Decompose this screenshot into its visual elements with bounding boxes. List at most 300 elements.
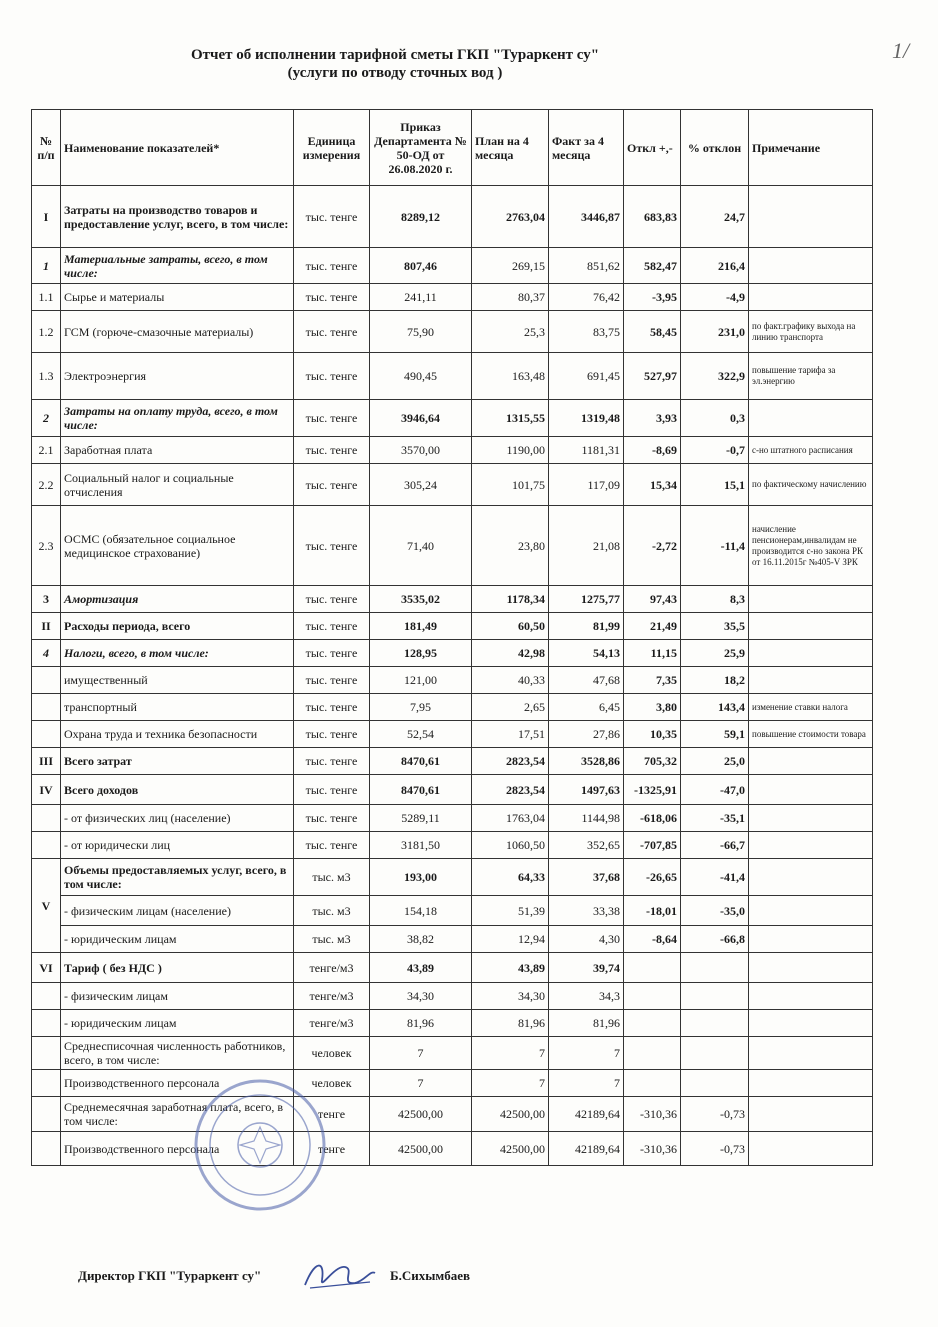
cell-plan: 101,75 [472,464,549,506]
cell-note: повышение стоимости товара [749,721,873,748]
cell-num: 3 [32,586,61,613]
cell-note [749,1037,873,1070]
cell-note [749,1132,873,1166]
cell-note [749,859,873,896]
title-line-2: (услуги по отводу сточных вод ) [287,65,503,81]
cell-deviation: -707,85 [624,832,681,859]
cell-deviation [624,1037,681,1070]
cell-num: II [32,613,61,640]
cell-num: V [32,859,61,953]
cell-note: по факт.графику выхода на линию транспорта [749,311,873,353]
cell-fact: 7 [549,1037,624,1070]
cell-percent [681,1037,749,1070]
cell-num: III [32,748,61,775]
cell-fact: 81,96 [549,1010,624,1037]
cell-plan: 42500,00 [472,1097,549,1132]
cell-note: повышение тарифа за эл.энергию [749,353,873,400]
table-row [32,586,873,613]
cell-deviation [624,953,681,983]
cell-note: изменение ставки налога [749,694,873,721]
cell-plan: 60,50 [472,613,549,640]
cell-name: Всего затрат [61,748,294,775]
cell-name: - физическим лицам [61,983,294,1010]
cell-order: 3535,02 [370,586,472,613]
cell-note [749,983,873,1010]
director-label: Директор ГКП "Тураркент су" [78,1268,262,1283]
cell-note [749,248,873,284]
table-row [32,464,873,506]
cell-percent: 0,3 [681,400,749,437]
cell-fact: 81,99 [549,613,624,640]
cell-fact: 1319,48 [549,400,624,437]
cell-num: VI [32,953,61,983]
cell-order: 7,95 [370,694,472,721]
cell-plan: 80,37 [472,284,549,311]
cell-deviation: -2,72 [624,506,681,586]
cell-deviation: 15,34 [624,464,681,506]
cell-num [32,805,61,832]
cell-name: Объемы предоставляемых услуг, всего, в том числе: [61,859,294,896]
cell-percent: -0,7 [681,437,749,464]
cell-deviation: 683,83 [624,186,681,248]
handwritten-signature [300,1255,380,1295]
cell-name: Среднемесячная заработная плата, всего, в том числе: [61,1097,294,1132]
table-row [32,667,873,694]
footer [78,1268,471,1284]
cell-plan: 81,96 [472,1010,549,1037]
cell-plan: 163,48 [472,353,549,400]
cell-plan: 25,3 [472,311,549,353]
cell-note [749,400,873,437]
cell-num: 1.3 [32,353,61,400]
cell-fact: 39,74 [549,953,624,983]
cell-plan: 7 [472,1070,549,1097]
cell-percent: -47,0 [681,775,749,805]
cell-note [749,896,873,926]
cell-name: Налоги, всего, в том числе: [61,640,294,667]
cell-deviation: 3,80 [624,694,681,721]
cell-note [749,953,873,983]
cell-note: начисление пенсионерам,инвалидам не производится с-но закона РК от 16.11.2015г №405-V ЗРК [749,506,873,586]
cell-unit: человек [294,1037,370,1070]
cell-num [32,694,61,721]
cell-num: 2.1 [32,437,61,464]
cell-order: 3181,50 [370,832,472,859]
table-row [32,186,873,248]
cell-plan: 1060,50 [472,832,549,859]
cell-deviation [624,983,681,1010]
cell-name: Заработная плата [61,437,294,464]
cell-order: 154,18 [370,896,472,926]
cell-unit: человек [294,1070,370,1097]
cell-order: 241,11 [370,284,472,311]
cell-num [32,983,61,1010]
cell-order: 121,00 [370,667,472,694]
cell-order: 7 [370,1070,472,1097]
cell-fact: 42189,64 [549,1132,624,1166]
cell-deviation: -310,36 [624,1132,681,1166]
cell-order: 42500,00 [370,1132,472,1166]
cell-unit: тенге/м3 [294,953,370,983]
table-row [32,983,873,1010]
cell-deviation: 705,32 [624,748,681,775]
table-row [32,805,873,832]
cell-percent: -0,73 [681,1097,749,1132]
cell-name: Охрана труда и техника безопасности [61,721,294,748]
cell-plan: 2823,54 [472,775,549,805]
table-row [32,896,873,926]
cell-note [749,805,873,832]
table-row [32,694,873,721]
cell-order: 8289,12 [370,186,472,248]
cell-name: Электроэнергия [61,353,294,400]
cell-percent: 25,0 [681,748,749,775]
cell-name: имущественный [61,667,294,694]
cell-fact: 34,3 [549,983,624,1010]
table-row [32,437,873,464]
cell-deviation [624,1070,681,1097]
cell-name: Затраты на оплату труда, всего, в том числе: [61,400,294,437]
cell-percent: 143,4 [681,694,749,721]
cell-unit: тыс. тенге [294,506,370,586]
cell-name: Затраты на производство товаров и предоставление услуг, всего, в том числе: [61,186,294,248]
cell-num [32,721,61,748]
cell-num: 1.2 [32,311,61,353]
cell-fact: 1275,77 [549,586,624,613]
cell-unit: тыс. тенге [294,186,370,248]
cell-order: 75,90 [370,311,472,353]
cell-name: - от юридически лиц [61,832,294,859]
cell-order: 38,82 [370,926,472,953]
cell-order: 490,45 [370,353,472,400]
cell-num: 2 [32,400,61,437]
cell-deviation: 582,47 [624,248,681,284]
header-row [32,110,873,186]
header-num: № п/п [32,110,61,186]
cell-name: Материальные затраты, всего, в том числе: [61,248,294,284]
cell-plan: 43,89 [472,953,549,983]
table-row [32,748,873,775]
cell-num [32,1070,61,1097]
cell-percent: -0,73 [681,1132,749,1166]
cell-order: 8470,61 [370,775,472,805]
cell-plan: 51,39 [472,896,549,926]
cell-num [32,1037,61,1070]
cell-fact: 3528,86 [549,748,624,775]
table-row [32,284,873,311]
cell-percent: 231,0 [681,311,749,353]
table-row [32,1037,873,1070]
cell-num [32,667,61,694]
cell-deviation: 3,93 [624,400,681,437]
cell-note [749,586,873,613]
cell-order: 305,24 [370,464,472,506]
cell-fact: 33,38 [549,896,624,926]
cell-fact: 3446,87 [549,186,624,248]
cell-deviation: -8,69 [624,437,681,464]
cell-note: с-но штатного расписания [749,437,873,464]
cell-name: транспортный [61,694,294,721]
cell-percent: -35,1 [681,805,749,832]
cell-plan: 64,33 [472,859,549,896]
page-title [0,46,790,82]
cell-percent: 216,4 [681,248,749,284]
header-plan: План на 4 месяца [472,110,549,186]
cell-order: 181,49 [370,613,472,640]
signer-name: Б.Сихымбаев [390,1268,471,1283]
cell-unit: тыс. тенге [294,832,370,859]
cell-order: 3570,00 [370,437,472,464]
cell-unit: тыс. тенге [294,586,370,613]
cell-order: 3946,64 [370,400,472,437]
cell-percent: 25,9 [681,640,749,667]
cell-plan: 2763,04 [472,186,549,248]
cell-note [749,1097,873,1132]
cell-unit: тыс. тенге [294,248,370,284]
cell-percent: -66,7 [681,832,749,859]
cell-order: 8470,61 [370,748,472,775]
cell-fact: 352,65 [549,832,624,859]
cell-fact: 691,45 [549,353,624,400]
header-order: Приказ Департамента № 50-ОД от 26.08.2020 г. [370,110,472,186]
cell-unit: тыс. тенге [294,667,370,694]
cell-order: 807,46 [370,248,472,284]
cell-num: 2.3 [32,506,61,586]
cell-plan: 1315,55 [472,400,549,437]
cell-percent: -41,4 [681,859,749,896]
header-percent: % отклон [681,110,749,186]
cell-name: - от физических лиц (население) [61,805,294,832]
cell-percent: -66,8 [681,926,749,953]
table-row [32,859,873,896]
cell-deviation: -26,65 [624,859,681,896]
cell-unit: тыс. м3 [294,896,370,926]
table-row [32,721,873,748]
cell-unit: тенге [294,1097,370,1132]
cell-unit: тыс. тенге [294,311,370,353]
cell-unit: тыс. тенге [294,721,370,748]
cell-num: IV [32,775,61,805]
cell-num: 4 [32,640,61,667]
cell-name: Всего доходов [61,775,294,805]
cell-unit: тыс. тенге [294,353,370,400]
cell-deviation: -18,01 [624,896,681,926]
header-fact: Факт за 4 месяца [549,110,624,186]
cell-name: - физическим лицам (население) [61,896,294,926]
cell-unit: тыс. тенге [294,640,370,667]
cell-plan: 17,51 [472,721,549,748]
cell-unit: тыс. тенге [294,694,370,721]
table-row [32,248,873,284]
cell-num: 1.1 [32,284,61,311]
cell-unit: тыс. тенге [294,805,370,832]
cell-num [32,1097,61,1132]
cell-order: 193,00 [370,859,472,896]
cell-unit: тыс. тенге [294,748,370,775]
cell-note: по фактическому начислению [749,464,873,506]
cell-deviation: 58,45 [624,311,681,353]
cell-order: 7 [370,1037,472,1070]
cell-unit: тыс. тенге [294,284,370,311]
cell-unit: тыс. тенге [294,464,370,506]
tariff-report-table [31,109,873,1166]
table-row [32,353,873,400]
cell-name: Расходы периода, всего [61,613,294,640]
cell-deviation: 10,35 [624,721,681,748]
round-stamp [190,1075,330,1215]
cell-name: Социальный налог и социальные отчисления [61,464,294,506]
cell-plan: 42500,00 [472,1132,549,1166]
cell-note [749,667,873,694]
cell-name: Тариф ( без НДС ) [61,953,294,983]
cell-percent: -11,4 [681,506,749,586]
cell-note [749,832,873,859]
cell-num [32,832,61,859]
cell-note [749,926,873,953]
cell-deviation: 97,43 [624,586,681,613]
cell-order: 52,54 [370,721,472,748]
cell-percent: -35,0 [681,896,749,926]
cell-fact: 7 [549,1070,624,1097]
cell-order: 81,96 [370,1010,472,1037]
cell-name: ОСМС (обязательное социальное медицинское страхование) [61,506,294,586]
cell-plan: 7 [472,1037,549,1070]
cell-plan: 2823,54 [472,748,549,775]
table-row [32,1010,873,1037]
table-row [32,1132,873,1166]
cell-plan: 2,65 [472,694,549,721]
cell-fact: 851,62 [549,248,624,284]
cell-percent: 322,9 [681,353,749,400]
header-note: Примечание [749,110,873,186]
cell-fact: 47,68 [549,667,624,694]
page-number: 1/ [892,38,910,63]
cell-fact: 27,86 [549,721,624,748]
cell-deviation: -8,64 [624,926,681,953]
cell-plan: 23,80 [472,506,549,586]
cell-percent [681,983,749,1010]
cell-name: Производственного персонала [61,1070,294,1097]
cell-fact: 42189,64 [549,1097,624,1132]
cell-fact: 6,45 [549,694,624,721]
cell-fact: 83,75 [549,311,624,353]
cell-plan: 1763,04 [472,805,549,832]
cell-name: Производственного персонала [61,1132,294,1166]
cell-num [32,1132,61,1166]
cell-deviation: 7,35 [624,667,681,694]
cell-name: Амортизация [61,586,294,613]
cell-fact: 1497,63 [549,775,624,805]
cell-order: 128,95 [370,640,472,667]
cell-percent: 24,7 [681,186,749,248]
cell-unit: тыс. тенге [294,613,370,640]
cell-unit: тенге/м3 [294,1010,370,1037]
cell-note [749,186,873,248]
cell-percent: 15,1 [681,464,749,506]
cell-fact: 1181,31 [549,437,624,464]
cell-deviation: 11,15 [624,640,681,667]
cell-name: Среднесписочная численность работников, всего, в том числе: [61,1037,294,1070]
cell-deviation: -1325,91 [624,775,681,805]
cell-note [749,613,873,640]
cell-order: 5289,11 [370,805,472,832]
cell-fact: 76,42 [549,284,624,311]
cell-unit: тенге/м3 [294,983,370,1010]
cell-fact: 54,13 [549,640,624,667]
cell-percent: 8,3 [681,586,749,613]
table-row [32,832,873,859]
header-deviation: Откл +,- [624,110,681,186]
cell-percent: -4,9 [681,284,749,311]
cell-name: - юридическим лицам [61,1010,294,1037]
cell-percent [681,953,749,983]
cell-note [749,775,873,805]
table-row [32,926,873,953]
cell-deviation: 527,97 [624,353,681,400]
cell-note [749,284,873,311]
table-row [32,613,873,640]
cell-note [749,748,873,775]
cell-name: Сырье и материалы [61,284,294,311]
cell-num: 1 [32,248,61,284]
cell-fact: 1144,98 [549,805,624,832]
cell-plan: 42,98 [472,640,549,667]
table-row [32,640,873,667]
header-name: Наименование показателей* [61,110,294,186]
table-row [32,1070,873,1097]
cell-fact: 21,08 [549,506,624,586]
cell-name: ГСМ (горюче-смазочные материалы) [61,311,294,353]
cell-deviation: 21,49 [624,613,681,640]
cell-order: 42500,00 [370,1097,472,1132]
cell-fact: 117,09 [549,464,624,506]
table-row [32,400,873,437]
cell-unit: тыс. тенге [294,437,370,464]
cell-unit: тыс. м3 [294,926,370,953]
cell-deviation: -3,95 [624,284,681,311]
cell-deviation [624,1010,681,1037]
cell-num [32,1010,61,1037]
cell-plan: 269,15 [472,248,549,284]
table-row [32,1097,873,1132]
table-row [32,953,873,983]
cell-note [749,1070,873,1097]
cell-plan: 40,33 [472,667,549,694]
cell-plan: 34,30 [472,983,549,1010]
cell-order: 43,89 [370,953,472,983]
cell-unit: тыс. тенге [294,400,370,437]
cell-plan: 1178,34 [472,586,549,613]
table-row [32,506,873,586]
cell-unit: тыс. тенге [294,775,370,805]
cell-num: I [32,186,61,248]
cell-deviation: -618,06 [624,805,681,832]
cell-fact: 4,30 [549,926,624,953]
cell-fact: 37,68 [549,859,624,896]
cell-note [749,1010,873,1037]
cell-order: 34,30 [370,983,472,1010]
cell-percent [681,1070,749,1097]
cell-percent: 18,2 [681,667,749,694]
cell-plan: 1190,00 [472,437,549,464]
cell-deviation: -310,36 [624,1097,681,1132]
title-line-1: Отчет об исполнении тарифной сметы ГКП "Тураркент су" [190,47,600,63]
cell-unit: тыс. м3 [294,859,370,896]
cell-num: 2.2 [32,464,61,506]
cell-order: 71,40 [370,506,472,586]
table-row [32,775,873,805]
cell-percent: 35,5 [681,613,749,640]
